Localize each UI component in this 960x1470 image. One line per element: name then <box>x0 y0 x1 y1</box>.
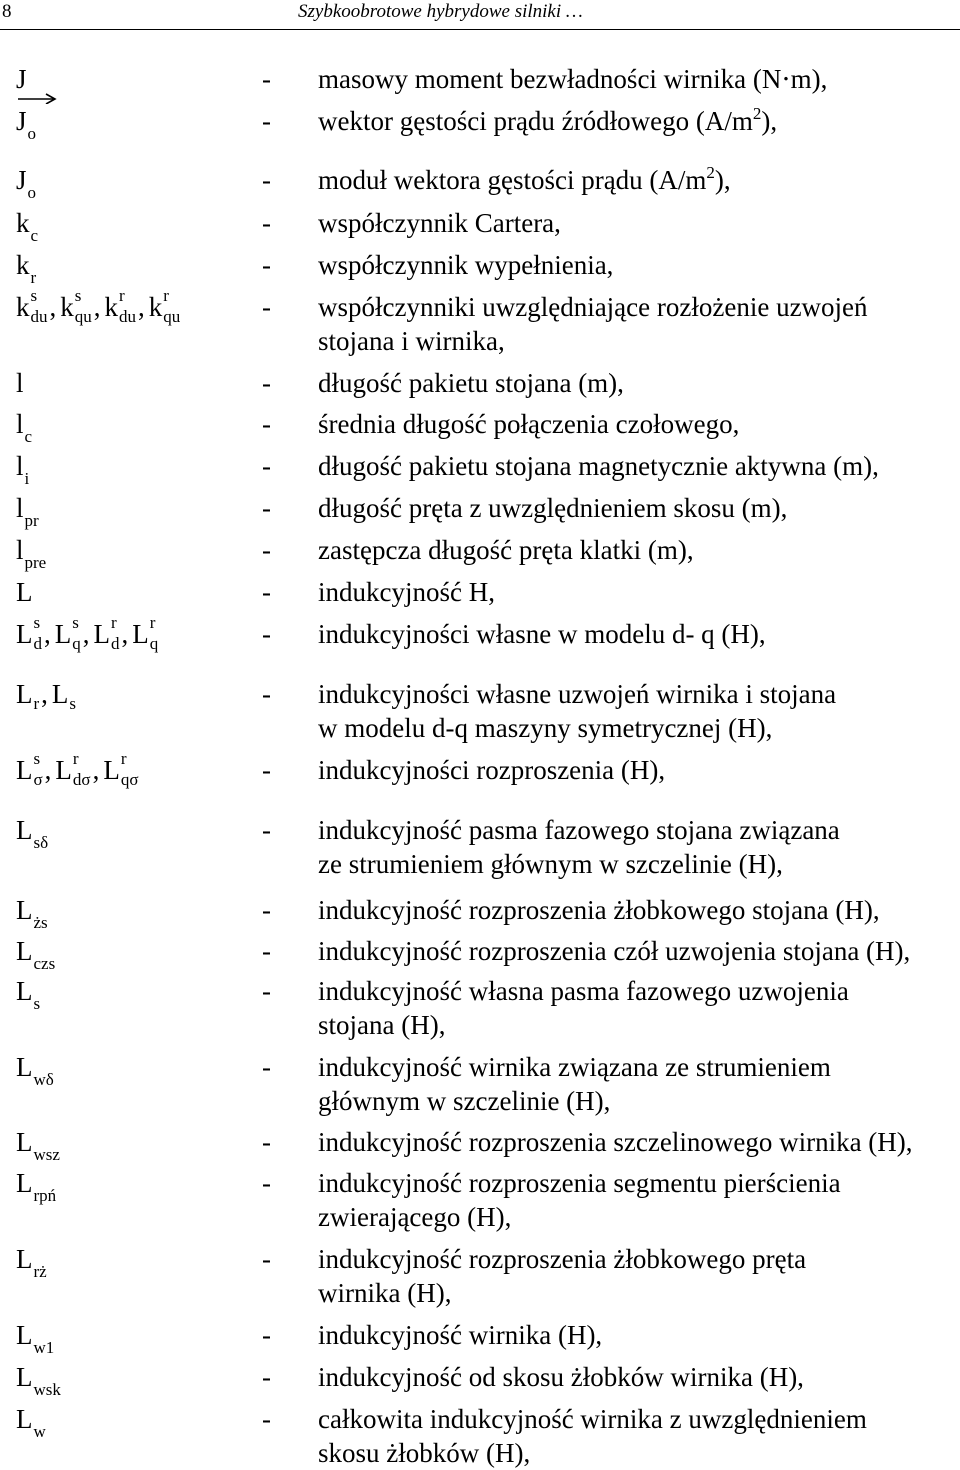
description-line: całkowita indukcyjność wirnika z uwzględnieniem <box>318 1404 867 1434</box>
description-line: indukcyjność wirnika (H), <box>318 1320 603 1350</box>
dash-separator: - <box>262 1244 271 1274</box>
symbol-superscript: s <box>33 749 41 768</box>
description <box>318 290 958 358</box>
symbol-superscript: s <box>72 613 79 632</box>
symbol-superscript <box>34 674 40 691</box>
dash-separator: - <box>262 936 271 966</box>
symbol <box>16 366 24 400</box>
description <box>318 893 958 927</box>
dash-separator: - <box>262 679 271 709</box>
description <box>318 533 958 567</box>
description-line: ze strumieniem głównym w szczelinie (H), <box>318 849 783 879</box>
description-line: indukcyjność od skosu żłobków wirnika (H), <box>318 1362 804 1392</box>
description-line: stojana i wirnika, <box>318 326 505 356</box>
description <box>318 1242 958 1310</box>
description-line: wirnika (H), <box>318 1278 452 1308</box>
comma-separator: , <box>44 755 52 785</box>
symbol <box>16 749 141 789</box>
symbol-group <box>16 1125 60 1163</box>
symbol <box>16 449 29 487</box>
dash-separator: - <box>262 409 271 439</box>
comma-separator: , <box>49 292 57 322</box>
description-line: głównym w szczelinie (H), <box>318 1086 611 1116</box>
description <box>318 491 958 525</box>
symbol-group <box>16 491 39 529</box>
symbol-subscript: q <box>72 634 81 653</box>
symbol <box>16 974 40 1012</box>
symbol <box>16 813 48 851</box>
description-line: współczynniki uwzględniające rozłożenie uzwojeń <box>318 292 868 322</box>
symbol-group <box>16 407 32 445</box>
symbol-base: J <box>16 106 27 136</box>
symbol-base: L <box>54 619 72 649</box>
symbol-subscript: r <box>30 268 37 287</box>
dash-separator: - <box>262 1362 271 1392</box>
vector-arrow-icon <box>16 90 58 104</box>
description <box>318 62 958 96</box>
symbol-base: L <box>16 1168 33 1198</box>
symbol-base: k <box>16 292 30 322</box>
symbol-base: L <box>103 755 120 785</box>
symbol-subscript: q <box>149 634 159 653</box>
description <box>318 163 958 201</box>
symbol <box>16 934 55 972</box>
description <box>318 366 958 400</box>
symbol-subscript: qσ <box>120 770 139 789</box>
symbol-subscript: w <box>33 1422 46 1441</box>
symbol-subscript: r <box>33 694 40 713</box>
description-line: długość pakietu stojana magnetycznie aktywna (m), <box>318 451 879 481</box>
symbol <box>16 677 78 711</box>
symbol-indices <box>111 613 120 653</box>
symbol-subscript: rż <box>33 1262 47 1281</box>
dash-separator: - <box>262 165 271 195</box>
description <box>318 407 958 441</box>
dash-separator: - <box>262 976 271 1006</box>
description <box>318 449 958 483</box>
symbol-group <box>16 206 38 244</box>
description-line: masowy moment bezwładności wirnika (N⋅m), <box>318 64 828 94</box>
page-number: 8 <box>2 1 12 22</box>
symbol-base: L <box>16 976 33 1006</box>
symbol <box>16 491 39 529</box>
symbol-subscript: wsk <box>33 1380 61 1399</box>
header-rule <box>0 29 960 30</box>
symbol-superscript: r <box>163 286 169 305</box>
symbol-group <box>16 893 48 931</box>
description <box>318 813 958 881</box>
symbol-group <box>16 248 36 286</box>
symbol-indices <box>120 749 139 789</box>
symbol-group <box>16 1242 47 1280</box>
comma-separator: , <box>44 619 51 649</box>
description-line: indukcyjność H, <box>318 577 495 607</box>
symbol-base: L <box>16 815 33 845</box>
symbol-group <box>16 1360 61 1398</box>
dash-separator: - <box>262 106 271 136</box>
description <box>318 677 958 745</box>
symbol-base: L <box>55 755 72 785</box>
description-line: indukcyjności własne w modelu d- q (H), <box>318 619 766 649</box>
symbol <box>16 1125 60 1163</box>
dash-separator: - <box>262 451 271 481</box>
dash-separator: - <box>262 619 271 649</box>
description-line: współczynnik wypełnienia, <box>318 250 614 280</box>
symbol-group <box>16 1050 54 1088</box>
dash-separator: - <box>262 250 271 280</box>
symbol-superscript <box>69 674 76 691</box>
symbol-subscript: s <box>69 694 77 713</box>
description <box>318 934 958 968</box>
comma-separator: , <box>41 679 48 709</box>
description <box>318 575 958 609</box>
description <box>318 206 958 240</box>
running-title: Szybkoobrotowe hybrydowe silniki … <box>298 1 583 22</box>
symbol-indices <box>72 613 81 653</box>
symbol <box>16 163 36 201</box>
dash-separator: - <box>262 755 271 785</box>
comma-separator: , <box>138 292 145 322</box>
symbol <box>16 206 38 244</box>
symbol-subscript: σ <box>33 770 43 789</box>
symbol-subscript: rpń <box>33 1186 57 1205</box>
description-line: skosu żłobków (H), <box>318 1438 531 1468</box>
symbol-superscript: s <box>74 286 82 305</box>
symbol-base: L <box>16 1404 33 1434</box>
description-line: indukcyjność rozproszenia szczelinowego wirnika (H), <box>318 1127 913 1157</box>
dash-separator: - <box>262 895 271 925</box>
symbol-subscript: pr <box>24 511 39 530</box>
comma-separator: , <box>93 292 101 322</box>
comma-separator: , <box>92 755 100 785</box>
symbol-subscript: wδ <box>33 1070 54 1089</box>
symbol-subscript: du <box>119 307 136 326</box>
dash-separator: - <box>262 368 271 398</box>
description <box>318 1402 958 1470</box>
dash-separator: - <box>262 1052 271 1082</box>
symbol-subscript: du <box>30 307 48 326</box>
symbol-group <box>16 104 36 142</box>
description <box>318 248 958 282</box>
symbol-indices <box>34 677 40 711</box>
description-line: długość pakietu stojana (m), <box>318 368 624 398</box>
symbol-superscript: r <box>120 749 127 768</box>
symbol-subscript: żs <box>33 913 48 932</box>
description-line: średnia długość połączenia czołowego, <box>318 409 740 439</box>
description <box>318 1050 958 1118</box>
description-line: zastępcza długość pręta klatki (m), <box>318 535 694 565</box>
symbol-base: L <box>16 1127 33 1157</box>
symbol-indices <box>69 677 76 711</box>
description-line: długość pręta z uwzględnieniem skosu (m), <box>318 493 788 523</box>
symbol-group <box>16 163 36 201</box>
symbol <box>16 1050 54 1088</box>
symbol-superscript: r <box>149 613 156 632</box>
description-superscript: 2 <box>706 163 715 182</box>
symbol-indices <box>119 286 136 326</box>
symbol-subscript: pre <box>24 553 47 572</box>
description-line: w modelu d-q maszyny symetrycznej (H), <box>318 713 773 743</box>
description-text: ), <box>761 106 778 136</box>
symbol-base: L <box>93 619 110 649</box>
symbol-base: J <box>16 64 27 94</box>
symbol-indices <box>163 286 181 326</box>
symbol-subscript: o <box>27 183 37 202</box>
description-line: indukcyjność rozproszenia żłobkowego pręta <box>318 1244 807 1274</box>
symbol-subscript: wsz <box>33 1145 60 1164</box>
dash-separator: - <box>262 1404 271 1434</box>
description-line: indukcyjność wirnika związana ze strumieniem <box>318 1052 831 1082</box>
symbol-indices <box>149 613 159 653</box>
symbol-group <box>16 1166 56 1204</box>
description <box>318 1166 958 1234</box>
description <box>318 753 958 787</box>
symbol-base: L <box>16 679 33 709</box>
description-text: ), <box>714 165 731 195</box>
symbol-subscript: dσ <box>72 770 91 789</box>
symbol-indices <box>72 749 91 789</box>
symbol-superscript: s <box>30 286 38 305</box>
symbol-base: k <box>104 292 118 322</box>
symbol-subscript: i <box>24 469 30 488</box>
description-line: indukcyjności rozproszenia (H), <box>318 755 666 785</box>
symbol-subscript: s <box>33 994 41 1013</box>
dash-separator: - <box>262 815 271 845</box>
symbol-base: L <box>132 619 149 649</box>
symbol-base: k <box>60 292 74 322</box>
symbol-subscript: w1 <box>33 1338 55 1357</box>
symbol-indices <box>74 286 92 326</box>
symbol <box>16 407 32 445</box>
symbol-superscript: s <box>33 613 41 632</box>
dash-separator: - <box>262 64 271 94</box>
symbol-subscript: qu <box>163 307 181 326</box>
symbol-group <box>16 934 55 972</box>
symbol-indices <box>33 613 43 653</box>
description-line: indukcyjności własne uzwojeń wirnika i stojana <box>318 679 837 709</box>
symbol <box>16 1318 54 1356</box>
symbol <box>16 1166 56 1204</box>
symbol-subscript: d <box>111 634 120 653</box>
symbol-superscript: r <box>111 613 117 632</box>
description-line: indukcyjność własna pasma fazowego uzwojenia <box>318 976 849 1006</box>
description-superscript: 2 <box>752 104 762 123</box>
symbol-subscript: czs <box>33 954 56 973</box>
symbol-base: k <box>16 208 30 238</box>
description-line: indukcyjność rozproszenia czół uzwojenia stojana (H), <box>318 936 911 966</box>
description <box>318 1360 958 1394</box>
symbol-base: L <box>16 755 33 785</box>
description-line: współczynnik Cartera, <box>318 208 561 238</box>
symbol <box>16 1360 61 1398</box>
symbol <box>16 575 33 609</box>
symbol-base: l <box>16 535 24 565</box>
symbol-base: l <box>16 451 24 481</box>
symbol <box>16 1242 47 1280</box>
symbol-group <box>16 813 48 851</box>
description-line: indukcyjność rozproszenia żłobkowego stojana (H), <box>318 895 880 925</box>
symbol-base: L <box>16 895 33 925</box>
dash-separator: - <box>262 535 271 565</box>
dash-separator: - <box>262 1168 271 1198</box>
description-line <box>318 104 958 142</box>
comma-separator: , <box>121 619 129 649</box>
symbol-subscript: sδ <box>33 833 49 852</box>
symbol-group <box>16 449 29 487</box>
dash-separator: - <box>262 1127 271 1157</box>
description <box>318 1318 958 1352</box>
symbol-indices <box>30 286 48 326</box>
dash-separator: - <box>262 577 271 607</box>
symbol-base: l <box>16 493 24 523</box>
symbol <box>16 613 160 653</box>
symbol-base: L <box>16 1052 33 1082</box>
symbol <box>16 893 48 931</box>
dash-separator: - <box>262 292 271 322</box>
symbol-base: k <box>16 250 30 280</box>
symbol-group <box>16 1318 54 1356</box>
symbol-base: L <box>16 936 33 966</box>
symbol-superscript: r <box>119 286 125 305</box>
symbol-subscript: qu <box>74 307 92 326</box>
symbol-base: L <box>16 577 33 607</box>
dash-separator: - <box>262 493 271 523</box>
symbol <box>16 533 46 571</box>
symbol-subscript: o <box>27 124 37 143</box>
dash-separator: - <box>262 208 271 238</box>
symbol <box>16 1402 46 1440</box>
symbol-base: L <box>16 1362 33 1392</box>
description-line: stojana (H), <box>318 1010 446 1040</box>
symbol-superscript: r <box>72 749 79 768</box>
symbol-base: L <box>16 1244 33 1274</box>
description-text: wektor gęstości prądu źródłowego (A/m <box>318 106 753 136</box>
description-line: indukcyjność rozproszenia segmentu pierścienia <box>318 1168 841 1198</box>
symbol <box>16 248 36 286</box>
symbol <box>16 104 36 142</box>
symbol-indices <box>33 749 43 789</box>
symbol-subscript: d <box>33 634 42 653</box>
description-text: moduł wektora gęstości prądu (A/m <box>318 165 707 195</box>
symbol-base: J <box>16 165 27 195</box>
page-header <box>0 0 960 28</box>
description-line <box>318 163 958 201</box>
symbol-subscript: c <box>24 427 33 446</box>
symbol-group <box>16 1402 46 1440</box>
symbol-base: L <box>16 619 33 649</box>
symbol <box>16 286 182 326</box>
dash-separator: - <box>262 1320 271 1350</box>
description-line: indukcyjność pasma fazowego stojana związana <box>318 815 840 845</box>
symbol-group <box>16 974 40 1012</box>
description <box>318 974 958 1042</box>
description <box>318 617 958 651</box>
symbol-base: k <box>148 292 163 322</box>
symbol-group <box>16 533 46 571</box>
symbol-base: L <box>51 679 69 709</box>
symbol-base: L <box>16 1320 33 1350</box>
description <box>318 1125 958 1159</box>
description <box>318 104 958 142</box>
symbol-base: l <box>16 368 24 398</box>
description-line: zwierającego (H), <box>318 1202 512 1232</box>
comma-separator: , <box>82 619 90 649</box>
symbol-subscript: c <box>30 226 39 245</box>
symbol-base: l <box>16 409 24 439</box>
